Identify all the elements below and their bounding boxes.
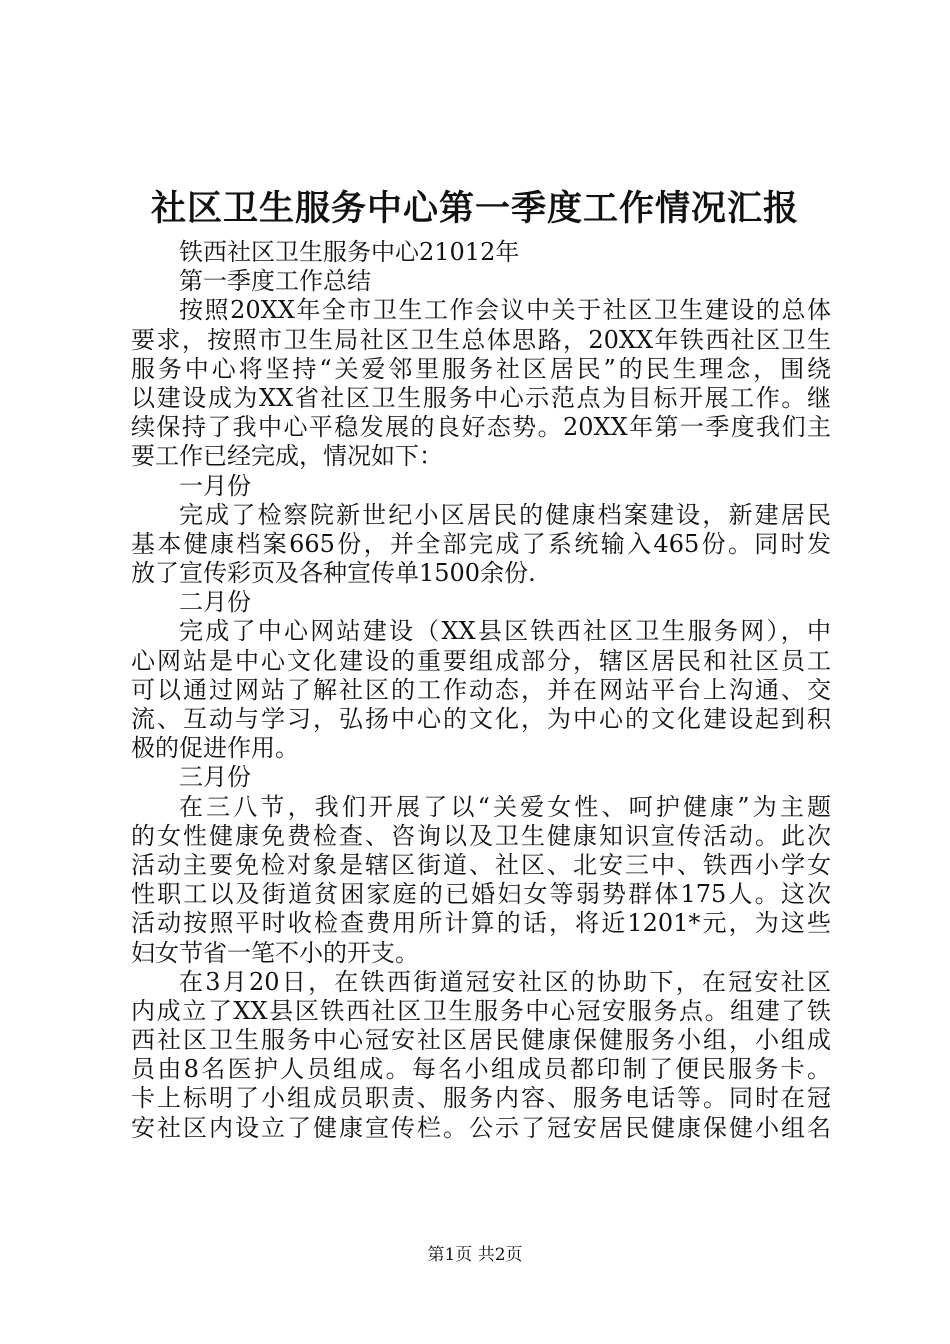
- body-line: 妇女节省一笔不小的开支。: [131, 938, 419, 967]
- body-line: 完成了检察院新世纪小区居民的健康档案建设，新建居民: [179, 500, 831, 529]
- body-line: 西社区卫生服务中心冠安社区居民健康保健服务小组，小组成: [131, 1026, 831, 1055]
- body-line: 可以通过网站了解社区的工作动态，并在网站平台上沟通、交: [131, 675, 831, 704]
- body-line: 要工作已经完成，情况如下：: [131, 442, 443, 471]
- body-line: 心网站是中心文化建设的重要组成部分，辖区居民和社区员工: [131, 646, 831, 675]
- body-line: 活动主要免检对象是辖区街道、社区、北安三中、铁西小学女: [131, 850, 831, 879]
- body-line: 在3月20日，在铁西街道冠安社区的协助下，在冠安社区: [179, 967, 831, 996]
- body-line: 安社区内设立了健康宣传栏。公示了冠安居民健康保健小组名: [131, 1113, 831, 1142]
- body-line: 活动按照平时收检查费用所计算的话，将近1201*元，为这些: [131, 909, 831, 938]
- body-line: 放了宣传彩页及各种宣传单1500余份.: [131, 559, 536, 588]
- body-line: 按照20XX年全市卫生工作会议中关于社区卫生建设的总体: [179, 296, 831, 325]
- body-line: 卡上标明了小组成员职责、服务内容、服务电话等。同时在冠: [131, 1084, 831, 1113]
- body-line: 以建设成为XX省社区卫生服务中心示范点为目标开展工作。继: [131, 383, 831, 412]
- body-line: 流、互动与学习，弘扬中心的文化，为中心的文化建设起到积: [131, 705, 831, 733]
- body-line: 内成立了XX县区铁西社区卫生服务中心冠安服务点。组建了铁: [131, 996, 831, 1025]
- body-line: 第一季度工作总结: [179, 267, 371, 296]
- body-line: 铁西社区卫生服务中心21012年: [179, 238, 520, 266]
- body-line: 的女性健康免费检查、咨询以及卫生健康知识宣传活动。此次: [131, 821, 831, 850]
- body-line: 基本健康档案665份，并全部完成了系统输入465份。同时发: [131, 529, 831, 558]
- document-body: [131, 238, 831, 1143]
- body-line: 要求，按照市卫生局社区卫生总体思路，20XX年铁西社区卫生: [131, 325, 831, 354]
- body-line: 三月份: [179, 763, 251, 792]
- body-line: 完成了中心网站建设（XX县区铁西社区卫生服务网），中: [179, 617, 831, 646]
- body-line: 二月份: [179, 588, 251, 617]
- page-footer: 第1页 共2页: [427, 1245, 523, 1265]
- body-line: 极的促进作用。: [131, 734, 299, 763]
- document-title: 社区卫生服务中心第一季度工作情况汇报: [150, 188, 799, 229]
- body-line: 服务中心将坚持“关爱邻里服务社区居民”的民生理念，围绕: [131, 354, 831, 383]
- body-line: 续保持了我中心平稳发展的良好态势。20XX年第一季度我们主: [131, 413, 831, 442]
- body-line: 员由8名医护人员组成。每名小组成员都印制了便民服务卡。: [131, 1055, 831, 1084]
- body-line: 性职工以及街道贫困家庭的已婚妇女等弱势群体175人。这次: [131, 880, 831, 909]
- body-line: 一月份: [179, 471, 251, 500]
- body-line: 在三八节，我们开展了以“关爱女性、呵护健康”为主题: [179, 792, 831, 821]
